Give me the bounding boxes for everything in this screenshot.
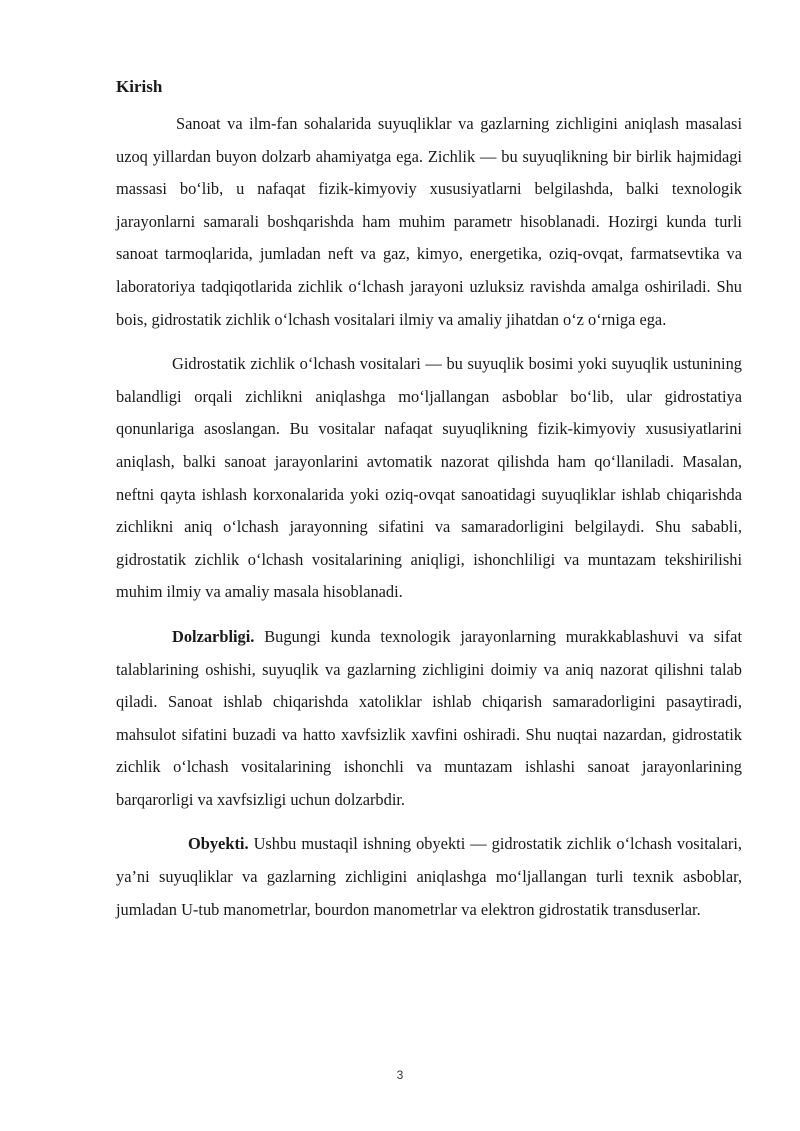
paragraph-lead: Obyekti. bbox=[188, 834, 249, 854]
paragraph-object bbox=[116, 828, 742, 926]
paragraph-text: Bugungi kunda texnologik jarayonlarning murakkablashuvi va sifat talablarining oshishi, suyuqlik va gazlarning zichligini doimiy va aniq nazorat qilishni talab qiladi. Sanoat ishlab chiqarishda xatoliklar ishlab chiqarish samaradorligini pasaytiradi, mahsulot sifatini buzadi va hatto xavfsizlik xavfini oshiradi. Shu nuqtai nazardan, gidrostatik zichlik o‘lchash vositalarining ishonchli va muntazam ishlashi sanoat jarayonlarining barqarorligi va xavfsizligi uchun dolzarbdir. bbox=[116, 626, 742, 809]
paragraph-hydrostatic-instruments bbox=[116, 348, 742, 609]
paragraph-introduction bbox=[116, 108, 742, 336]
paragraph-text: Sanoat va ilm-fan sohalarida suyuqliklar va gazlarning zichligini aniqlash masalasi uzoq yillardan buyon dolzarb ahamiyatga ega. Zichlik — bu suyuqlikning bir birlik hajmidagi massasi bo‘lib, u nafaqat fizik-kimyoviy xususiyatlarni belgilashda, balki texnologik jarayonlarni samarali boshqarishda ham muhim parametr hisoblanadi. Hozirgi kunda turli sanoat tarmoqlarida, jumladan neft va gaz, kimyo, energetika, oziq-ovqat, farmatsevtika va laboratoriya tadqiqotlarida zichlik o‘lchash jarayoni uzluksiz ravishda amalga oshiriladi. Shu bois, gidrostatik zichlik o‘lchash vositalari ilmiy va amaliy jihatdan o‘z o‘rniga ega. bbox=[116, 114, 742, 329]
paragraph-text: Ushbu mustaqil ishning obyekti — gidrostatik zichlik o‘lchash vositalari, ya’ni suyuqliklar va gazlarning zichligini aniqlashga mo‘ljallangan turli texnik asboblar, jumladan U-tub manometrlar, bourdon manometrlar va elektron gidrostatik transduserlar. bbox=[116, 834, 742, 919]
document-body bbox=[116, 74, 742, 938]
paragraph-lead: Dolzarbligi. bbox=[172, 626, 255, 646]
paragraph-relevance bbox=[116, 621, 742, 817]
paragraph-text: Gidrostatik zichlik o‘lchash vositalari — bu suyuqlik bosimi yoki suyuqlik ustunining balandligi orqali zichlikni aniqlashga mo‘ljallangan asboblar bo‘lib, ular gidrostatiya qonunlariga asoslangan. Bu vositalar nafaqat suyuqlikning fizik-kimyoviy xususiyatlarini aniqlash, balki sanoat jarayonlarini avtomatik nazorat qilishda ham qo‘llaniladi. Masalan, neftni qayta ishlash korxonalarida yoki oziq-ovqat sanoatidagi suyuqliklar ishlab chiqarishda zichlikni aniq o‘lchash jarayonning sifatini va samaradorligini belgilaydi. Shu sababli, gidrostatik zichlik o‘lchash vositalarining aniqligi, ishonchliligi va muntazam tekshirilishi muhim ilmiy va amaliy masala hisoblanadi. bbox=[116, 354, 742, 602]
section-heading: Kirish bbox=[116, 77, 163, 96]
page-number: 3 bbox=[396, 1068, 404, 1082]
